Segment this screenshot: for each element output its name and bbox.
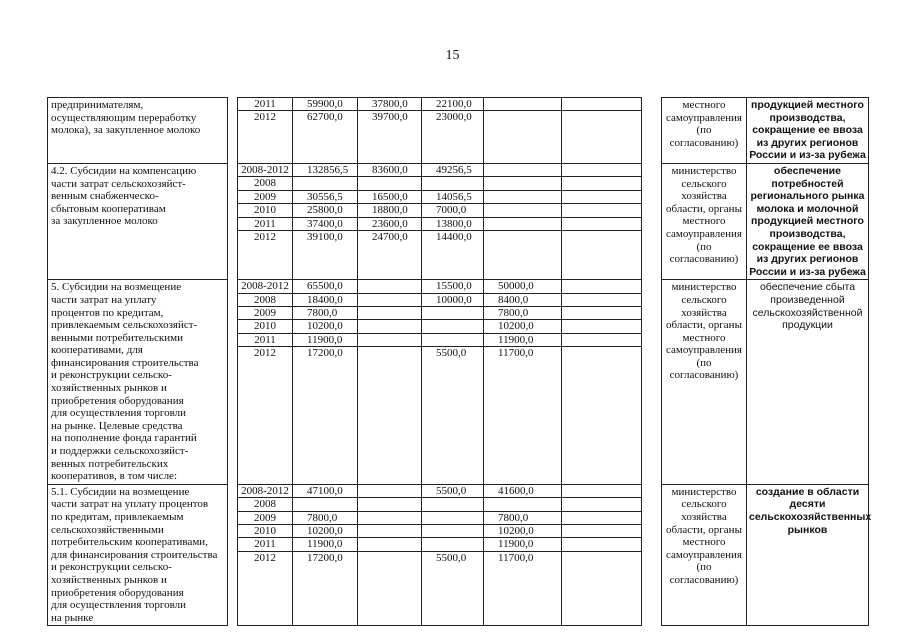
executor-line: самоуправления: [666, 227, 742, 240]
total-amount-cell: 47100,0: [293, 485, 357, 498]
description-line: венным снабженческо-: [51, 190, 159, 203]
federal-amount-cell: [358, 307, 421, 320]
description-line: для финансирования строительства: [51, 548, 218, 561]
extra-amount-cell: [562, 218, 641, 231]
regional-amount-cell: 13800,0: [422, 218, 483, 231]
regional-amount-column: [422, 98, 484, 164]
regional-amount-cell: [422, 525, 483, 538]
executor-line: сельского: [681, 293, 727, 306]
spacer-cell: [228, 163, 238, 279]
year-column: [238, 163, 293, 279]
description-line: предпринимателям,: [51, 99, 144, 111]
result-line: продукцией местного: [751, 99, 864, 111]
federal-amount-cell: [358, 294, 421, 307]
spacer-cell: [642, 163, 662, 279]
regional-amount-cell: 23000,0: [436, 111, 472, 124]
description-line: приобретения оборудования: [51, 394, 184, 407]
year-cell: 2008-2012: [238, 485, 292, 498]
executor-line: (по согласованию): [669, 561, 739, 586]
extra-amount-cell: [562, 347, 641, 359]
description-line: кооперативами, для: [51, 344, 143, 357]
executor-line: министерство: [671, 281, 737, 294]
other-source-amount-cell: 11900,0: [484, 334, 561, 347]
federal-amount-cell: [358, 334, 421, 347]
other-source-amount-cell: [484, 191, 561, 204]
regional-amount-cell: 14056,5: [422, 191, 483, 204]
executor-line: (по согласованию): [669, 124, 739, 149]
federal-amount-cell: 24700,0: [372, 230, 408, 243]
description-line: хозяйственных рынков и: [51, 573, 167, 586]
other-source-amount-column: [484, 98, 562, 164]
other-source-amount-column: [484, 280, 562, 485]
year-column: [238, 98, 293, 164]
year-cell: 2012: [254, 347, 276, 360]
extra-amount-column: [562, 163, 642, 279]
extra-amount-cell: [562, 164, 641, 177]
description-line: потребительским кооперативами,: [51, 536, 208, 549]
extra-amount-cell: [562, 485, 641, 498]
federal-amount-cell: 39700,0: [372, 111, 408, 124]
other-source-amount-cell: 10200,0: [484, 320, 561, 333]
other-source-amount-cell: 7800,0: [484, 307, 561, 320]
description-line: финансирования строительства: [51, 356, 199, 369]
total-amount-cell: 65500,0: [293, 280, 357, 293]
federal-amount-cell: [358, 498, 421, 511]
federal-amount-cell: [358, 177, 421, 190]
total-amount-column: [293, 484, 358, 626]
total-amount-cell: 7800,0: [293, 307, 357, 320]
program-table: [47, 97, 872, 626]
other-source-amount-cell: 11700,0: [498, 347, 534, 360]
measure-description: [48, 98, 228, 164]
result-line: России и из-за рубежа: [749, 149, 866, 162]
year-cell: 2008-2012: [238, 280, 292, 293]
other-source-amount-cell: 41600,0: [484, 485, 561, 498]
extra-amount-cell: [562, 525, 641, 538]
total-amount-cell: 10200,0: [293, 525, 357, 538]
description-line: части затрат на уплату процентов: [51, 498, 209, 511]
result-line: молока и молочной: [756, 202, 859, 215]
description-line: венных потребительских: [51, 457, 169, 470]
total-amount-cell: 7800,0: [293, 512, 357, 525]
description-line: на пополнение фонда гарантий: [51, 432, 197, 445]
year-cell: 2008-2012: [238, 164, 292, 177]
result-line: рынков: [787, 523, 828, 536]
year-cell: 2012: [254, 230, 276, 243]
extra-amount-cell: [562, 111, 641, 123]
year-column: [238, 484, 293, 626]
total-amount-column: [293, 163, 358, 279]
executor-line: области, органы: [666, 202, 742, 215]
regional-amount-cell: 5500,0: [436, 551, 467, 564]
regional-amount-cell: [422, 538, 483, 551]
total-amount-cell: 17200,0: [307, 347, 343, 360]
extra-amount-column: [562, 98, 642, 164]
result-line: обеспечение сбыта: [759, 281, 856, 294]
executor-line: области, органы: [666, 319, 742, 332]
description-line: 5. Субсидии на возмещение: [51, 281, 182, 294]
year-cell: 2008: [238, 294, 292, 307]
other-source-amount-cell: 8400,0: [484, 294, 561, 307]
other-source-amount-cell: 7800,0: [484, 512, 561, 525]
description-line: процентов по кредитам,: [51, 306, 164, 319]
other-source-amount-cell: 11900,0: [484, 538, 561, 551]
description-line: осуществляющим переработку: [51, 111, 197, 124]
executor-line: местного: [682, 331, 726, 344]
expected-result-cell: [747, 280, 869, 485]
year-cell: 2011: [238, 538, 292, 551]
federal-amount-cell: 16500,0: [358, 191, 421, 204]
extra-amount-cell: [562, 498, 641, 511]
description-line: на рынке. Целевые средства: [51, 419, 183, 432]
executor-line: (по согласованию): [669, 356, 739, 382]
federal-amount-cell: [358, 485, 421, 498]
federal-amount-cell: [358, 552, 421, 564]
table-row: [48, 98, 869, 164]
total-amount-cell: 39100,0: [307, 230, 343, 243]
federal-amount-cell: [358, 525, 421, 538]
executor-line: хозяйства: [681, 190, 727, 203]
regional-amount-cell: [422, 177, 483, 190]
year-cell: 2010: [238, 204, 292, 217]
year-cell: 2009: [238, 191, 292, 204]
total-amount-cell: [293, 177, 357, 190]
total-amount-cell: 30556,5: [293, 191, 357, 204]
extra-amount-cell: [562, 294, 641, 307]
other-source-amount-cell: [484, 231, 561, 243]
table-row: [48, 280, 869, 485]
description-line: для осуществления торговли: [51, 407, 187, 420]
spacer-cell: [228, 98, 238, 164]
result-line: регионального рынка: [750, 190, 865, 203]
year-cell: 2009: [238, 307, 292, 320]
total-amount-cell: [293, 498, 357, 511]
year-cell: 2010: [238, 320, 292, 333]
federal-amount-cell: 83600,0: [358, 164, 421, 177]
executor-line: самоуправления: [666, 344, 742, 357]
result-line: произведенной: [770, 293, 845, 306]
table-row: [48, 484, 869, 626]
other-source-amount-column: [484, 484, 562, 626]
description-line: и реконструкции сельско-: [51, 561, 172, 574]
executor-line: самоуправления: [666, 548, 742, 561]
result-line: обеспечение: [774, 164, 841, 177]
description-line: и поддержки сельскохозяйст-: [51, 445, 189, 458]
executor-line: сельского: [681, 177, 727, 190]
total-amount-column: [293, 98, 358, 164]
year-cell: 2011: [238, 218, 292, 231]
other-source-amount-cell: [484, 204, 561, 217]
description-line: части затрат на уплату: [51, 293, 157, 306]
executor-cell: [662, 280, 747, 485]
total-amount-column: [293, 280, 358, 485]
result-line: потребностей: [771, 177, 844, 190]
federal-amount-cell: 18800,0: [358, 204, 421, 217]
result-line: производства,: [769, 227, 846, 240]
page-number: 15: [445, 48, 460, 63]
regional-amount-cell: 49256,5: [422, 164, 483, 177]
executor-line: министерство: [671, 164, 737, 177]
extra-amount-cell: [562, 191, 641, 204]
table-body: [48, 98, 872, 626]
result-line: продукцией местного: [751, 215, 864, 228]
executor-line: сельского: [681, 498, 727, 511]
description-line: для осуществления торговли: [51, 599, 187, 612]
description-line: за закупленное молоко: [51, 215, 158, 228]
expected-result-cell: [747, 163, 869, 279]
result-line: сельскохозяйственных: [749, 511, 872, 523]
extra-amount-cell: [562, 204, 641, 217]
year-cell: 2010: [238, 525, 292, 538]
measure-description: [48, 484, 228, 626]
spacer-cell: [642, 280, 662, 485]
total-amount-cell: 17200,0: [307, 551, 343, 564]
federal-amount-cell: 23600,0: [358, 218, 421, 231]
regional-amount-cell: [422, 498, 483, 511]
result-line: из других регионов: [756, 136, 859, 149]
extra-amount-column: [562, 280, 642, 485]
total-amount-cell: 11900,0: [293, 334, 357, 347]
other-source-amount-column: [484, 163, 562, 279]
other-source-amount-cell: [484, 98, 561, 111]
description-line: по кредитам, привлекаемым: [51, 511, 184, 523]
description-line: и реконструкции сельско-: [51, 369, 172, 382]
other-source-amount-cell: [484, 218, 561, 231]
regional-amount-cell: 5500,0: [436, 347, 467, 360]
executor-line: местного: [682, 536, 726, 549]
other-source-amount-cell: 11700,0: [498, 551, 534, 564]
regional-amount-column: [422, 280, 484, 485]
expected-result-cell: [747, 98, 869, 164]
other-source-amount-cell: [484, 164, 561, 177]
executor-line: области, органы: [666, 523, 742, 536]
federal-amount-cell: [358, 320, 421, 333]
federal-amount-cell: [358, 512, 421, 525]
other-source-amount-cell: 10200,0: [484, 525, 561, 538]
total-amount-cell: 18400,0: [293, 294, 357, 307]
federal-amount-column: [358, 98, 422, 164]
expected-result-cell: [747, 484, 872, 626]
description-line: сельскохозяйственными: [51, 523, 164, 536]
extra-amount-cell: [562, 538, 641, 551]
description-line: привлекаемым сельскохозяйст-: [51, 319, 198, 332]
measure-description: [48, 280, 228, 485]
executor-line: хозяйства: [681, 511, 727, 523]
regional-amount-cell: 14400,0: [436, 230, 472, 243]
extra-amount-column: [562, 484, 642, 626]
federal-amount-cell: [358, 347, 421, 359]
description-line: хозяйственных рынков и: [51, 382, 167, 395]
year-cell: 2008: [238, 177, 292, 190]
extra-amount-cell: [562, 98, 641, 111]
result-line: сельскохозяйственной: [752, 306, 863, 319]
year-cell: 2011: [238, 334, 292, 347]
regional-amount-cell: 5500,0: [422, 485, 483, 498]
executor-cell: [662, 484, 747, 626]
federal-amount-column: [358, 280, 422, 485]
description-line: венными потребительскими: [51, 331, 183, 344]
table-row: [48, 163, 869, 279]
regional-amount-cell: [422, 512, 483, 525]
executor-line: хозяйства: [681, 306, 727, 319]
spacer-cell: [228, 280, 238, 485]
total-amount-cell: 37400,0: [293, 218, 357, 231]
executor-line: (по согласованию): [669, 240, 739, 266]
extra-amount-cell: [562, 334, 641, 347]
other-source-amount-cell: [484, 498, 561, 511]
result-line: из других регионов: [756, 253, 859, 266]
regional-amount-column: [422, 163, 484, 279]
year-column: [238, 280, 293, 485]
executor-cell: [662, 163, 747, 279]
regional-amount-cell: 15500,0: [422, 280, 483, 293]
executor-line: местного: [682, 215, 726, 228]
federal-amount-cell: 37800,0: [358, 98, 421, 111]
regional-amount-column: [422, 484, 484, 626]
year-cell: 2011: [238, 98, 292, 111]
description-line: 4.2. Субсидии на компенсацию: [51, 164, 197, 177]
regional-amount-cell: [422, 320, 483, 333]
year-cell: 2012: [254, 111, 276, 124]
executor-line: самоуправления: [666, 111, 742, 124]
spacer-cell: [642, 484, 662, 626]
other-source-amount-cell: [484, 111, 561, 123]
description-line: приобретения оборудования: [51, 586, 184, 599]
total-amount-cell: 11900,0: [293, 538, 357, 551]
total-amount-cell: 10200,0: [293, 320, 357, 333]
description-line: части затрат сельскохозяйст-: [51, 177, 186, 190]
regional-amount-cell: [422, 334, 483, 347]
regional-amount-cell: 10000,0: [422, 294, 483, 307]
federal-amount-column: [358, 163, 422, 279]
regional-amount-cell: 7000,0: [422, 204, 483, 217]
result-line: десяти: [789, 498, 826, 511]
executor-line: министерство: [671, 485, 737, 498]
extra-amount-cell: [562, 177, 641, 190]
extra-amount-cell: [562, 231, 641, 243]
regional-amount-cell: 22100,0: [422, 98, 483, 111]
extra-amount-cell: [562, 552, 641, 564]
spacer-cell: [228, 484, 238, 626]
federal-amount-column: [358, 484, 422, 626]
extra-amount-cell: [562, 320, 641, 333]
federal-amount-cell: [358, 538, 421, 551]
other-source-amount-cell: [484, 177, 561, 190]
total-amount-cell: 25800,0: [293, 204, 357, 217]
result-line: продукции: [782, 319, 833, 332]
measure-description: [48, 163, 228, 279]
result-line: сокращение ее ввоза: [752, 240, 863, 253]
extra-amount-cell: [562, 512, 641, 525]
result-line: производства,: [769, 111, 846, 124]
executor-line: местного: [682, 99, 726, 111]
executor-cell: [662, 98, 747, 164]
federal-amount-cell: [358, 280, 421, 293]
result-line: России и из-за рубежа: [749, 265, 866, 278]
description-line: на рынке: [51, 611, 94, 624]
other-source-amount-cell: 50000,0: [484, 280, 561, 293]
result-line: сокращение ее ввоза: [752, 124, 863, 137]
description-line: 5.1. Субсидии на возмещение: [51, 485, 190, 498]
year-cell: 2012: [254, 551, 276, 564]
total-amount-cell: 132856,5: [293, 164, 357, 177]
year-cell: 2008: [238, 498, 292, 511]
year-cell: 2009: [238, 512, 292, 525]
description-line: кооперативов, в том числе:: [51, 470, 177, 483]
spacer-cell: [642, 98, 662, 164]
description-line: молока), за закупленное молоко: [51, 124, 201, 137]
regional-amount-cell: [422, 307, 483, 320]
description-line: сбытовым кооперативам: [51, 202, 166, 215]
extra-amount-cell: [562, 307, 641, 320]
extra-amount-cell: [562, 280, 641, 293]
total-amount-cell: 59900,0: [293, 98, 357, 111]
result-line: создание в области: [755, 485, 860, 498]
total-amount-cell: 62700,0: [307, 111, 343, 124]
